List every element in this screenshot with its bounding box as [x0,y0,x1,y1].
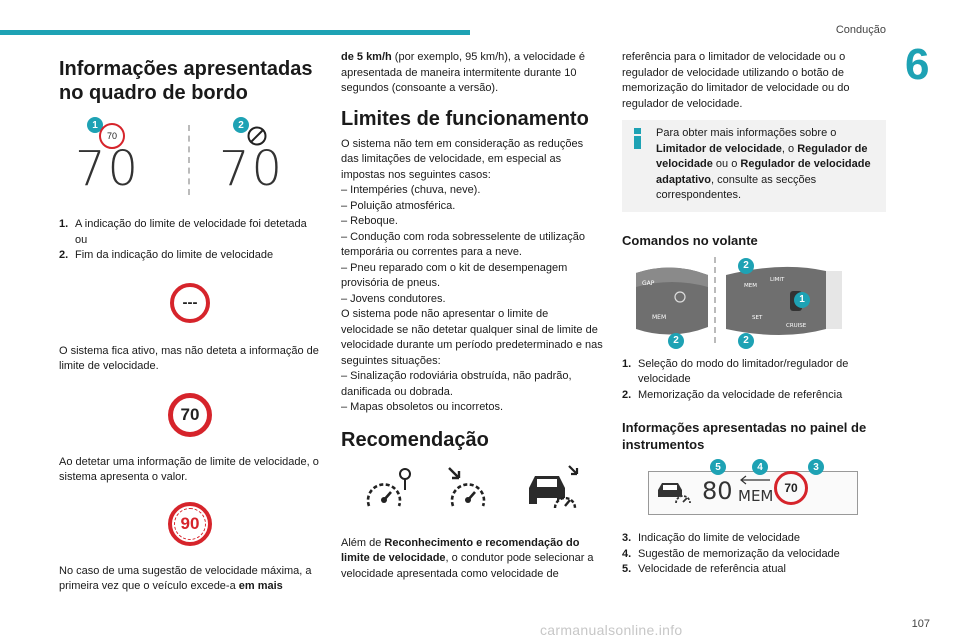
list-item: 5. Velocidade de referência atual [622,563,786,575]
callout-4: 4 [752,459,768,475]
limits-line: – Condução com roda sobresselente de utilização temporária ou correntes para a neve. [341,230,585,258]
speed-limit-indication-illustration [59,117,321,203]
no-info-speed-sign-value: --- [182,294,198,311]
speedometer-arrow-icon [445,466,505,516]
list-item: 2. Fim da indicação do limite de velocidade [59,249,274,261]
list-item: 4. Sugestão de memorização da velocidade [622,547,840,560]
info-icon [634,128,641,148]
paragraph-no-info: O sistema fica ativo, mas não deteta a informação de limite de velocidade. [59,344,319,372]
callout-1: 1 [87,117,103,133]
limits-line: – Mapas obsoletos ou incorretos. [341,401,504,413]
callout-5: 5 [710,459,726,475]
page-number: 107 [911,618,930,630]
section-title-instrument-panel: Informações apresentadas no painel de instrumentos [622,420,867,452]
info-text: Para obter mais informações sobre o Limitador de velocidade, o Regulador de velocidade ou o Regulador de velocidade adaptativo, consulte as secções correspondentes. [656,127,871,201]
steering-divider [714,257,716,343]
left-stalk-image [632,257,712,345]
list-item: 3. Indicação do limite de velocidade [622,532,801,544]
svg-text:GAP: GAP [642,279,655,287]
car-gauge-icon [656,477,696,507]
dashes-sign-block [59,264,321,344]
callout-2: 2 [738,333,754,349]
section-title-dashboard-info: Informações apresentadas no quadro de bordo [59,58,313,104]
list-item: 1. Seleção do modo do limitador/regulador de velocidade [622,357,849,385]
header-accent-bar [0,30,470,35]
speed-value-left: 70 [75,141,141,197]
no-info-speed-sign [170,283,210,323]
reference-speed-value: 80 [702,477,733,505]
speed-value-right: 70 [219,141,285,197]
car-speed-icon [525,462,585,518]
svg-text:MEM: MEM [744,282,757,289]
column-1 [59,50,321,595]
indication-list [59,217,321,264]
speed-sign-90 [168,502,212,546]
steering-controls-list [622,357,886,404]
speed-sign-70-value: 70 [180,404,200,424]
paragraph-suggestion: No caso de uma sugestão de velocidade máxima, a primeira vez que o veículo excede-a em mais [59,564,312,592]
sign-90-block [59,486,321,564]
limits-line: – Sinalização rodoviária obstruída, não padrão, danificada ou dobrada. [341,370,572,398]
speedometer-pin-icon [361,466,421,516]
section-title-steering-controls: Comandos no volante [622,232,758,248]
limits-text [341,137,603,416]
panel-speed-sign-value: 70 [784,481,798,495]
callout-2: 2 [668,333,684,349]
section-title-recommendation: Recomendação [341,428,489,451]
list-item: 1. A indicação do limite de velocidade foi detetada ou [59,218,307,246]
limits-line: – Poluição atmosférica. [341,199,456,212]
svg-text:CRUISE: CRUISE [786,322,807,329]
limits-line: – Reboque. [341,215,398,227]
chapter-name: Condução [835,24,886,36]
paragraph-flashing-speed: de 5 km/h (por exemplo, 95 km/h), a velocidade é apresentada de maneira intermitente durante 10 segundos (consoante a versão). [341,51,585,94]
list-item: 2. Memorização da velocidade de referência [622,388,843,401]
instrument-panel-illustration [622,459,886,519]
limits-line: O sistema não tem em consideração as reduções das limitações de velocidade, em especial as impostas nos seguintes casos: [341,137,584,181]
limits-line: – Pneu reparado com o kit de desempenagem provisória de pneus. [341,261,568,289]
column-2 [341,50,603,582]
speed-sign-70 [168,393,212,437]
callout-1: 1 [794,292,810,308]
limits-line: – Intempéries (chuva, neve). [341,184,481,196]
callout-2: 2 [233,117,249,133]
small-speed-sign-value: 70 [106,131,117,141]
callout-2: 2 [738,258,754,274]
chapter-number: 6 [905,40,930,89]
paragraph-detect: Ao detetar uma informação de limite de velocidade, o sistema apresenta o valor. [59,455,319,483]
instrument-panel-list [622,531,886,578]
watermark: carmanualsonline.info [540,622,683,638]
speed-sign-90-value: 90 [180,513,200,533]
svg-text:SET: SET [752,314,763,321]
steering-controls-illustration [622,255,886,351]
callout-3: 3 [808,459,824,475]
sign-70-block [59,375,321,455]
arrow-left-icon [738,475,772,485]
recommendation-icons [341,458,603,530]
illustration-divider [188,125,190,195]
paragraph-recommendation: Além de Reconhecimento e recomendação do limite de velocidade, o condutor pode selecionar a velocidade apresentada como velocidade de [341,536,594,580]
limits-line: O sistema pode não apresentar o limite de velocidade se não detetar qualquer sinal de limite de velocidade durante um período predeterminado e nas seguintes situações: [341,308,603,367]
info-box [622,120,886,212]
section-title-limits: Limites de funcionamento [341,107,589,130]
svg-text:MEM: MEM [652,313,667,321]
mem-label: MEM [738,487,774,505]
svg-text:LIMIT: LIMIT [770,276,785,283]
limits-line: – Jovens condutores. [341,292,446,305]
column-3 [622,50,886,578]
panel-speed-sign [774,471,808,505]
paragraph-reference-speed: referência para o limitador de velocidade ou o regulador de velocidade utilizando o botão de memorização do limitador de velocidade ou do regulador de velocidade. [622,51,850,110]
